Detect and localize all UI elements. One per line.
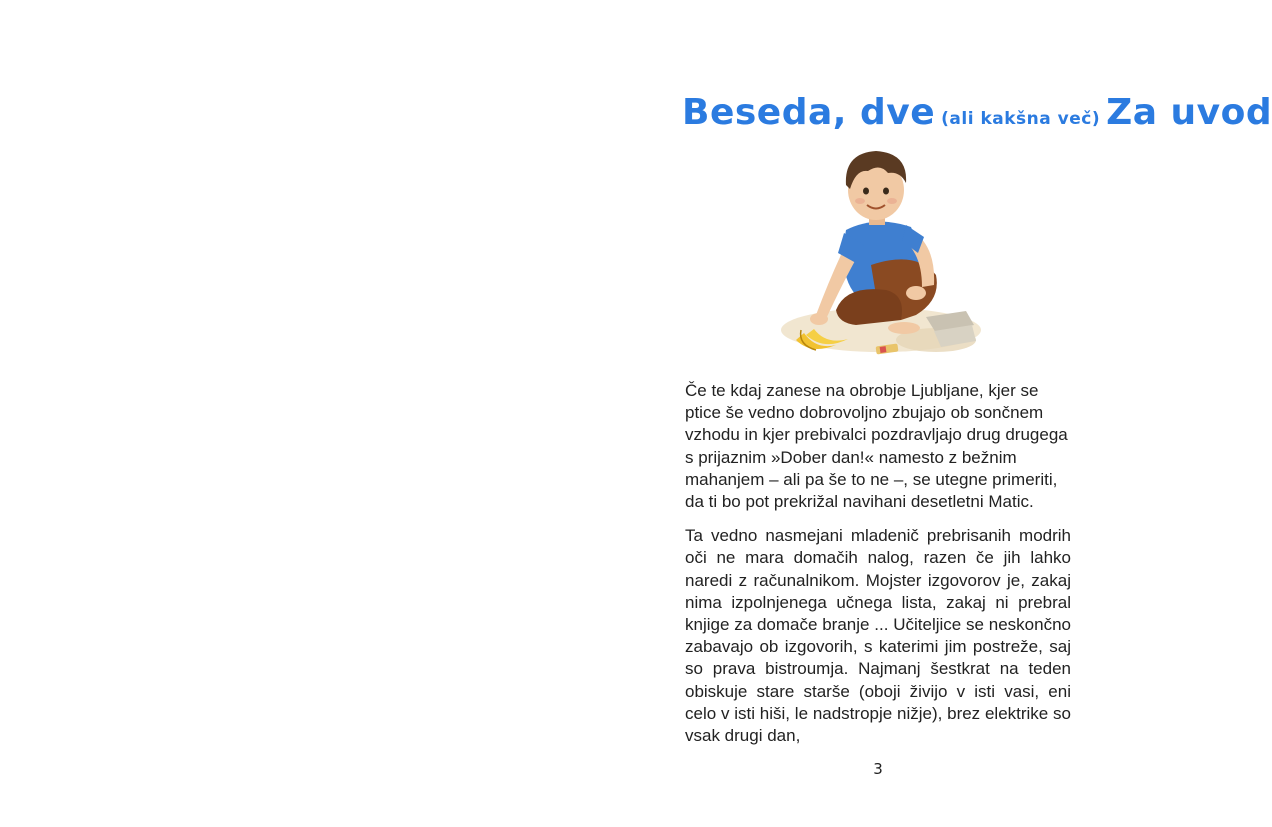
chapter-heading — [682, 92, 1272, 133]
page-number: 3 — [873, 760, 883, 778]
paragraph-1: Če te kdaj zanese na obrobje Ljubljane, kjer se ptice še vedno dobrovoljno zbujajo ob sončnem vzhodu in kjer prebivalci pozdravljajo drug drugega s prijaznim »Dober dan!« namesto z bežnim mahanjem – ali pa še to ne –, se utegne primeriti, da ti bo pot prekrižal navihani desetletni Matic. — [685, 381, 1068, 512]
left-page-blank — [0, 0, 584, 827]
heading-part-3: Za uvod — [1106, 92, 1272, 133]
heading-part-1: Beseda, dve — [682, 92, 936, 133]
heading-part-2: (ali kakšna več) — [941, 109, 1101, 129]
right-page — [584, 0, 1272, 827]
body-text — [685, 380, 1071, 759]
paragraph-2: Ta vedno nasmejani mladenič prebrisanih modrih oči ne mara domačih nalog, razen če jih lahko naredi z računalnikom. Mojster izgovorov je, zakaj nima izpolnjenega učnega lista, zakaj ni prebral knjige za domače branje ... Učiteljice se neskončno zabavajo ob izgovorih, s katerimi jim postreže, saj so prava bistroumja. Najmanj šestkrat na teden obiskuje stare starše (oboji živijo v isti vasi, eni celo v isti hiši, le nadstropje nižje), brez elektrike so vsak drugi dan, — [685, 526, 1071, 746]
boy-sitting-illustration — [776, 145, 986, 365]
